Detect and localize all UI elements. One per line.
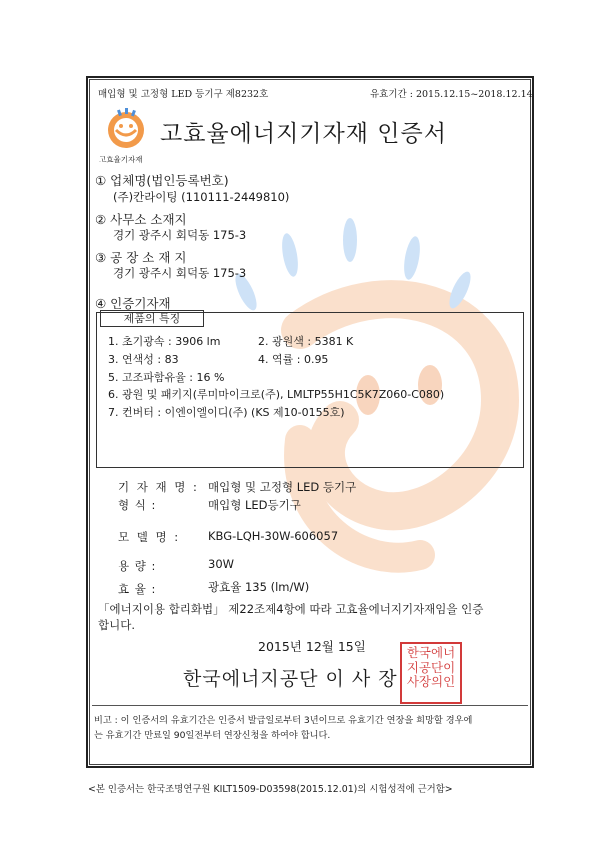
seal-line-2: 지공단이 xyxy=(406,659,456,675)
spec-label-efficiency: 효 율 : xyxy=(118,582,157,596)
spec-value-name: 매입형 및 고정형 LED 등기구 xyxy=(208,480,357,494)
note-divider xyxy=(92,705,528,706)
certificate-title: 고효율에너지기자재 인증서 xyxy=(160,121,447,147)
feature-item: 5. 고조파함유율 : 16 % xyxy=(108,371,225,384)
feature-item: 3. 연색성 : 83 xyxy=(108,353,179,366)
issuer-name: 한국에너지공단 이 사 장 xyxy=(183,668,398,690)
spec-label-model: 모 델 명 : xyxy=(118,530,181,544)
factory-heading: ③ 공 장 소 재 지 xyxy=(95,250,187,265)
feature-item: 7. 컨버터 : 이엔이엘이디(주) (KS 제10-0155호) xyxy=(108,406,345,419)
spec-label-type: 형 식 : xyxy=(118,498,157,512)
logo-caption: 고효율기자재 xyxy=(99,155,143,164)
certification-statement-cont: 합니다. xyxy=(98,618,135,632)
factory-address: 경기 광주시 회덕동 175-3 xyxy=(113,266,247,280)
feature-item: 2. 광원색 : 5381 K xyxy=(258,335,354,348)
remarks-note: 비고 : 이 인증서의 유효기간은 인증서 발급일로부터 3년이므로 유효기간 연장을 희망할 경우에 xyxy=(94,715,473,726)
product-line-number: 매입형 및 고정형 LED 등기구 제8232호 xyxy=(98,89,269,100)
equipment-heading: ④ 인증기자재 xyxy=(95,296,171,311)
spec-value-model: KBG-LQH-30W-606057 xyxy=(208,529,339,543)
feature-item: 4. 역률 : 0.95 xyxy=(258,353,329,366)
spec-label-capacity: 용 량 : xyxy=(118,559,157,573)
spec-value-type: 매입형 LED등기구 xyxy=(208,498,301,512)
issue-date: 2015년 12월 15일 xyxy=(258,639,366,654)
office-address: 경기 광주시 회덕동 175-3 xyxy=(113,228,247,242)
company-value: (주)칸라이팅 (110111-2449810) xyxy=(113,190,290,204)
spec-value-efficiency: 광효율 135 (lm/W) xyxy=(208,580,310,594)
features-box-title: 제품의 특징 xyxy=(100,310,204,327)
certification-statement: 「에너지이용 합리화법」 제22조제4항에 따라 고효율에너지기자재임을 인증 xyxy=(98,602,484,616)
company-heading: ① 업체명(법인등록번호) xyxy=(95,173,229,188)
spec-label-name: 기 자 재 명 : xyxy=(118,480,199,494)
seal-line-3: 사장의인 xyxy=(406,674,456,689)
validity-period: 유효기간 : 2015.12.15~2018.12.14 xyxy=(370,89,533,100)
seal-line-1: 한국에너 xyxy=(406,645,456,660)
spec-value-capacity: 30W xyxy=(208,557,235,571)
official-seal xyxy=(400,642,462,704)
footer-test-reference: <본 인증서는 한국조명연구원 KILT1509-D03598(2015.12.01)의 시험성적에 근거함> xyxy=(88,784,453,795)
feature-item: 1. 초기광속 : 3906 lm xyxy=(108,335,221,348)
office-heading: ② 사무소 소재지 xyxy=(95,212,187,227)
feature-item: 6. 광원 및 패키지(루미마이크로(주), LMLTP55H1C5K7Z060-C080) xyxy=(108,388,445,401)
remarks-note-cont: 는 유효기간 만료일 90일전부터 연장신청을 하여야 합니다. xyxy=(94,730,331,741)
efficiency-logo xyxy=(98,108,158,160)
